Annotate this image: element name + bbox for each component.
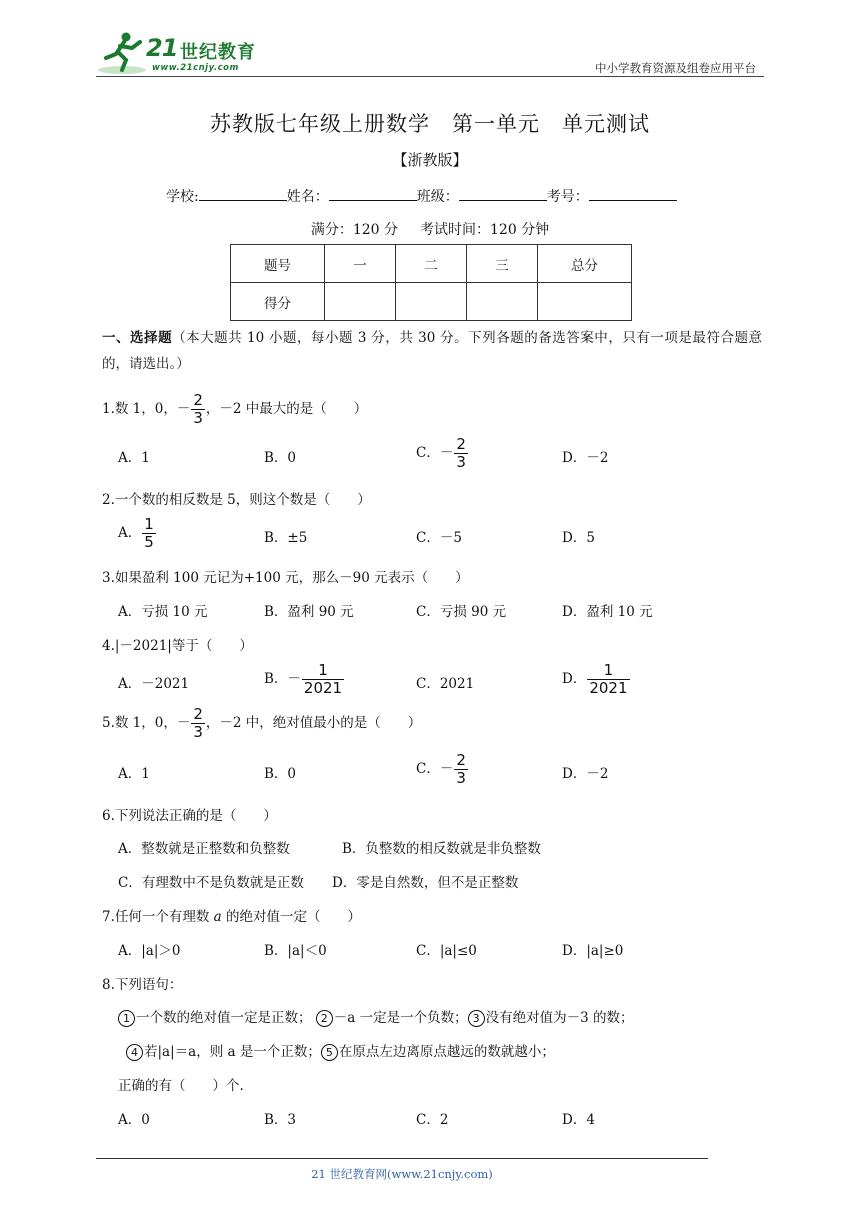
statement-line-1: [118, 1006, 634, 1027]
statement: 没有绝对值为－3 的数；: [485, 1010, 634, 1026]
option-d[interactable]: D．－2: [562, 766, 609, 782]
numerator: 2: [193, 391, 203, 409]
logo-number: 21: [146, 34, 178, 62]
table-row: [231, 245, 632, 283]
option-label: B．－: [264, 671, 301, 687]
page-title: [0, 108, 860, 138]
option-d[interactable]: D．盈利 10 元: [562, 604, 653, 620]
exam-time: 考试时间：120 分钟: [420, 222, 550, 238]
question-text: 1.数 1，0，－: [102, 401, 191, 417]
question-2: 2.一个数的相反数是 5，则这个数是（ ）: [102, 492, 371, 508]
name-label: 姓名：: [286, 189, 329, 205]
option-b[interactable]: B．|a|＜0: [264, 943, 327, 959]
option-a[interactable]: A．亏损 10 元: [118, 604, 208, 620]
option-a[interactable]: A．0: [118, 1112, 150, 1128]
table-cell: 总分: [538, 245, 632, 283]
site-logo: [96, 30, 286, 78]
circled-number: 2: [316, 1010, 333, 1027]
score-input-cell[interactable]: [467, 283, 538, 321]
option-d[interactable]: D．4: [562, 1112, 595, 1128]
statement: －a 一定是一个负数；: [333, 1010, 468, 1026]
numerator: 2: [193, 705, 203, 723]
circled-number: 4: [126, 1044, 143, 1061]
fraction: [454, 436, 468, 471]
runner-icon: [96, 30, 150, 76]
footer-divider: [96, 1158, 708, 1159]
student-info-line: [166, 186, 677, 206]
option-d[interactable]: [562, 662, 631, 697]
footer-link[interactable]: 21 世纪教育网(www.21cnjy.com): [311, 1167, 493, 1181]
fraction: [191, 706, 205, 741]
circled-number: 3: [468, 1010, 485, 1027]
score-input-cell[interactable]: [396, 283, 467, 321]
numerator: 1: [302, 662, 344, 680]
statement-line-2: [126, 1040, 555, 1061]
option-c[interactable]: [416, 436, 469, 471]
option-b[interactable]: B．±5: [264, 530, 308, 546]
option-a[interactable]: [118, 516, 157, 551]
table-cell: 一: [325, 245, 396, 283]
fraction: [587, 662, 629, 697]
full-score: 满分：120 分: [310, 222, 398, 238]
numerator: 2: [456, 435, 466, 453]
denominator: 3: [193, 723, 203, 741]
statement: 一个数的绝对值一定是正数；: [136, 1010, 312, 1026]
denominator: 3: [193, 409, 203, 427]
question-text: ，－2 中最大的是（ ）: [205, 401, 368, 417]
question-1: [102, 392, 367, 427]
numerator: 2: [456, 751, 466, 769]
option-label: D．: [562, 671, 587, 687]
fraction: [191, 392, 205, 427]
denominator: 5: [144, 533, 154, 551]
option-a[interactable]: A．1: [118, 766, 150, 782]
denominator: 2021: [303, 679, 343, 697]
question-8: 8.下列语句：: [102, 977, 183, 993]
score-table: [230, 244, 632, 321]
option-b[interactable]: B．负整数的相反数就是非负整数: [342, 841, 541, 857]
option-c[interactable]: C．有理数中不是负数就是正数: [118, 875, 304, 891]
question-3: 3.如果盈利 100 元记为+100 元，那么－90 元表示（ ）: [102, 570, 469, 586]
logo-url: www.21cnjy.com: [152, 63, 239, 73]
question-text: ，－2 中，绝对值最小的是（ ）: [205, 715, 422, 731]
score-input-cell[interactable]: [538, 283, 632, 321]
option-a[interactable]: A．|a|＞0: [118, 943, 181, 959]
exam-no-field[interactable]: [589, 187, 677, 201]
option-label: C．－: [416, 761, 454, 777]
option-d[interactable]: D．零是自然数，但不是正整数: [332, 875, 519, 891]
option-d[interactable]: D．－2: [562, 450, 609, 466]
denominator: 3: [456, 453, 466, 471]
question-6: 6.下列说法正确的是（ ）: [102, 808, 277, 824]
logo-text: 世纪教育: [180, 42, 256, 63]
question-prompt: 正确的有（ ）个.: [118, 1078, 244, 1094]
option-b[interactable]: [264, 662, 345, 697]
name-field[interactable]: [329, 187, 417, 201]
table-cell: 题号: [231, 245, 325, 283]
numerator: 1: [587, 662, 629, 680]
school-label: 学校:: [166, 189, 199, 205]
option-label: A．: [118, 525, 142, 541]
table-row: [231, 283, 632, 321]
title-part-2: 第一单元: [452, 112, 540, 136]
option-b[interactable]: B．3: [264, 1112, 297, 1128]
table-cell: 得分: [231, 283, 325, 321]
option-b[interactable]: B．0: [264, 450, 297, 466]
title-part-3: 单元测试: [562, 112, 650, 136]
question-text: 的绝对值一定（ ）: [221, 909, 362, 925]
statement: 若|a|＝a，则 a 是一个正数；: [144, 1044, 321, 1060]
numerator: 1: [144, 515, 154, 533]
platform-name: 中小学教育资源及组卷应用平台: [595, 61, 756, 75]
option-a[interactable]: A．－2021: [118, 676, 190, 692]
title-part-1: 苏教版七年级上册数学: [210, 112, 430, 136]
edition-label: 【浙教版】: [392, 151, 468, 169]
option-c[interactable]: C．亏损 90 元: [416, 604, 507, 620]
circled-number: 1: [118, 1010, 135, 1027]
question-5: [102, 706, 421, 741]
fraction: [302, 662, 344, 697]
statement: 在原点左边离原点越远的数就越小；: [338, 1044, 555, 1060]
fraction: [142, 516, 156, 551]
exam-no-label: 考号：: [546, 189, 589, 205]
option-b[interactable]: B．0: [264, 766, 297, 782]
option-b[interactable]: B．盈利 90 元: [264, 604, 354, 620]
option-c[interactable]: [416, 752, 469, 787]
table-cell: 二: [396, 245, 467, 283]
section-title: 一、选择题: [102, 330, 173, 346]
option-c[interactable]: C．2: [416, 1112, 449, 1128]
option-c[interactable]: C．2021: [416, 676, 475, 692]
option-c[interactable]: C．－5: [416, 530, 462, 546]
denominator: 3: [456, 769, 466, 787]
option-label: C．－: [416, 445, 454, 461]
option-d[interactable]: D．|a|≥0: [562, 943, 624, 959]
section-heading: [102, 325, 762, 377]
option-a[interactable]: A．整数就是正整数和负整数: [118, 841, 290, 857]
score-input-cell[interactable]: [325, 283, 396, 321]
question-text: 5.数 1，0，－: [102, 715, 191, 731]
denominator: 2021: [589, 679, 628, 697]
school-field[interactable]: [199, 187, 287, 201]
option-a[interactable]: A．1: [118, 450, 150, 466]
table-cell: 三: [467, 245, 538, 283]
class-field[interactable]: [459, 187, 547, 201]
fraction: [454, 752, 468, 787]
header-divider: [96, 76, 764, 77]
option-d[interactable]: D．5: [562, 530, 595, 546]
variable: a: [213, 909, 222, 925]
question-7: [102, 905, 361, 925]
class-label: 班级：: [416, 189, 459, 205]
option-c[interactable]: C．|a|≤0: [416, 943, 477, 959]
section-desc: （本大题共 10 小题，每小题 3 分，共 30 分。下列各题的备选答案中，只有一项是最符合题意的，请选出。）: [102, 330, 762, 372]
question-text: 7.任何一个有理数: [102, 909, 214, 925]
circled-number: 5: [321, 1044, 338, 1061]
exam-meta: [0, 219, 860, 239]
question-4: 4.|－2021|等于（ ）: [102, 638, 253, 654]
